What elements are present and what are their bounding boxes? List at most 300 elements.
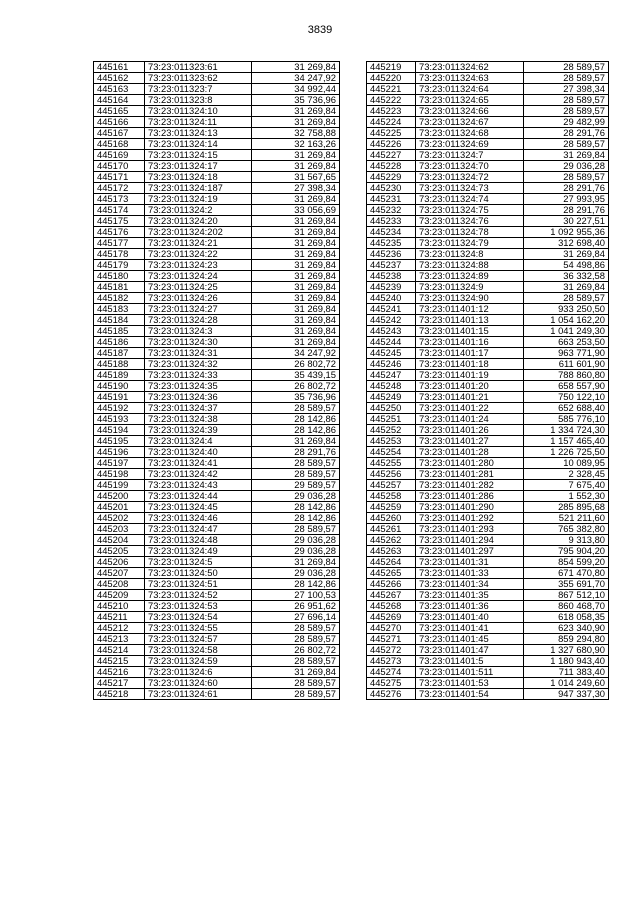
table-row [94,315,340,326]
cadastral-number-cell: 73:23:011324:63 [416,73,524,84]
row-number-cell: 445173 [94,194,145,205]
row-number-cell: 445236 [367,249,416,260]
row-number-cell: 445181 [94,282,145,293]
row-number-cell: 445258 [367,491,416,502]
table-row [367,260,609,271]
value-cell: 28 142,86 [252,414,340,425]
cadastral-number-cell: 73:23:011324:5 [145,557,252,568]
cadastral-number-cell: 73:23:011324:4 [145,436,252,447]
table-row [367,348,609,359]
row-number-cell: 445174 [94,205,145,216]
cadastral-number-cell: 73:23:011324:67 [416,117,524,128]
value-cell: 28 589,57 [252,634,340,645]
row-number-cell: 445268 [367,601,416,612]
cadastral-number-cell: 73:23:011324:53 [145,601,252,612]
cadastral-number-cell: 73:23:011401:18 [416,359,524,370]
table-row [367,425,609,436]
row-number-cell: 445249 [367,392,416,403]
value-cell: 31 269,84 [252,106,340,117]
value-cell: 1 327 680,90 [524,645,609,656]
row-number-cell: 445248 [367,381,416,392]
value-cell: 765 382,80 [524,524,609,535]
cadastral-number-cell: 73:23:011324:15 [145,150,252,161]
value-cell: 671 470,80 [524,568,609,579]
value-cell: 2 328,45 [524,469,609,480]
row-number-cell: 445177 [94,238,145,249]
table-row [367,546,609,557]
table-row [367,403,609,414]
table-row [94,403,340,414]
value-cell: 28 589,57 [252,469,340,480]
table-row [94,491,340,502]
cadastral-number-cell: 73:23:011324:30 [145,337,252,348]
table-row [94,381,340,392]
cadastral-number-cell: 73:23:011401:15 [416,326,524,337]
cadastral-number-cell: 73:23:011324:24 [145,271,252,282]
value-cell: 28 142,86 [252,502,340,513]
row-number-cell: 445244 [367,337,416,348]
table-row [94,150,340,161]
row-number-cell: 445219 [367,62,416,73]
cadastral-number-cell: 73:23:011324:37 [145,403,252,414]
table-row [367,491,609,502]
value-cell: 623 340,90 [524,623,609,634]
table-row [94,524,340,535]
table-row [367,359,609,370]
cadastral-number-cell: 73:23:011324:20 [145,216,252,227]
cadastral-number-cell: 73:23:011401:22 [416,403,524,414]
row-number-cell: 445221 [367,84,416,95]
table-row [94,293,340,304]
cadastral-number-cell: 73:23:011401:290 [416,502,524,513]
table-row [94,348,340,359]
row-number-cell: 445163 [94,84,145,95]
value-cell: 31 269,84 [252,557,340,568]
row-number-cell: 445231 [367,194,416,205]
value-cell: 867 512,10 [524,590,609,601]
row-number-cell: 445245 [367,348,416,359]
cadastral-number-cell: 73:23:011401:294 [416,535,524,546]
row-number-cell: 445226 [367,139,416,150]
table-row [367,172,609,183]
cadastral-number-cell: 73:23:011324:65 [416,95,524,106]
table-row [367,315,609,326]
cadastral-number-cell: 73:23:011401:19 [416,370,524,381]
row-number-cell: 445213 [94,634,145,645]
table-row [94,469,340,480]
cadastral-number-cell: 73:23:011324:39 [145,425,252,436]
value-cell: 31 269,84 [252,436,340,447]
table-row [94,601,340,612]
cadastral-number-cell: 73:23:011324:23 [145,260,252,271]
table-row [94,282,340,293]
row-number-cell: 445206 [94,557,145,568]
value-cell: 1 180 943,40 [524,656,609,667]
table-row [94,183,340,194]
value-cell: 27 398,34 [252,183,340,194]
value-cell: 29 036,28 [252,491,340,502]
row-number-cell: 445188 [94,359,145,370]
cadastral-number-cell: 73:23:011324:52 [145,590,252,601]
value-cell: 28 291,76 [252,447,340,458]
cadastral-number-cell: 73:23:011324:22 [145,249,252,260]
row-number-cell: 445161 [94,62,145,73]
row-number-cell: 445184 [94,315,145,326]
row-number-cell: 445214 [94,645,145,656]
cadastral-number-cell: 73:23:011324:51 [145,579,252,590]
value-cell: 7 675,40 [524,480,609,491]
table-row [367,535,609,546]
value-cell: 27 100,53 [252,590,340,601]
value-cell: 31 269,84 [252,271,340,282]
value-cell: 28 142,86 [252,513,340,524]
table-row [367,205,609,216]
row-number-cell: 445222 [367,95,416,106]
cadastral-number-cell: 73:23:011401:31 [416,557,524,568]
row-number-cell: 445260 [367,513,416,524]
cadastral-number-cell: 73:23:011401:281 [416,469,524,480]
cadastral-number-cell: 73:23:011401:33 [416,568,524,579]
table-row [94,271,340,282]
table-row [367,161,609,172]
value-cell: 28 142,86 [252,425,340,436]
cadastral-number-cell: 73:23:011324:69 [416,139,524,150]
table-row [94,95,340,106]
cadastral-number-cell: 73:23:011324:90 [416,293,524,304]
table-row [94,326,340,337]
row-number-cell: 445233 [367,216,416,227]
table-row [94,128,340,139]
row-number-cell: 445172 [94,183,145,194]
value-cell: 788 860,80 [524,370,609,381]
cadastral-number-cell: 73:23:011324:32 [145,359,252,370]
row-number-cell: 445246 [367,359,416,370]
cadastral-number-cell: 73:23:011324:74 [416,194,524,205]
value-cell: 31 269,84 [252,238,340,249]
row-number-cell: 445271 [367,634,416,645]
row-number-cell: 445254 [367,447,416,458]
cadastral-number-cell: 73:23:011401:28 [416,447,524,458]
table-row [367,524,609,535]
value-cell: 1 092 955,36 [524,227,609,238]
table-row [94,623,340,634]
cadastral-number-cell: 73:23:011324:21 [145,238,252,249]
row-number-cell: 445162 [94,73,145,84]
row-number-cell: 445183 [94,304,145,315]
table-row [367,150,609,161]
value-cell: 33 056,69 [252,205,340,216]
table-row [94,337,340,348]
table-row [94,216,340,227]
table-row [367,612,609,623]
value-cell: 521 211,60 [524,513,609,524]
row-number-cell: 445267 [367,590,416,601]
row-number-cell: 445200 [94,491,145,502]
cadastral-number-cell: 73:23:011323:61 [145,62,252,73]
row-number-cell: 445178 [94,249,145,260]
table-row [367,183,609,194]
row-number-cell: 445182 [94,293,145,304]
row-number-cell: 445197 [94,458,145,469]
value-cell: 35 736,96 [252,95,340,106]
value-cell: 31 269,84 [252,117,340,128]
cadastral-number-cell: 73:23:011324:11 [145,117,252,128]
row-number-cell: 445194 [94,425,145,436]
value-cell: 618 058,35 [524,612,609,623]
row-number-cell: 445170 [94,161,145,172]
value-cell: 28 291,76 [524,205,609,216]
value-cell: 31 269,84 [252,161,340,172]
left-register-table [93,61,340,700]
cadastral-number-cell: 73:23:011324:79 [416,238,524,249]
right-register-table [366,61,609,700]
table-row [94,106,340,117]
table-row [367,480,609,491]
table-row [94,84,340,95]
table-row [367,634,609,645]
cadastral-number-cell: 73:23:011401:12 [416,304,524,315]
value-cell: 611 601,90 [524,359,609,370]
cadastral-number-cell: 73:23:011324:42 [145,469,252,480]
cadastral-number-cell: 73:23:011324:8 [416,249,524,260]
table-row [94,139,340,150]
cadastral-number-cell: 73:23:011324:75 [416,205,524,216]
value-cell: 1 334 724,30 [524,425,609,436]
cadastral-number-cell: 73:23:011324:62 [416,62,524,73]
table-row [367,106,609,117]
value-cell: 26 802,72 [252,381,340,392]
table-row [367,139,609,150]
value-cell: 28 291,76 [524,128,609,139]
cadastral-number-cell: 73:23:011401:16 [416,337,524,348]
cadastral-number-cell: 73:23:011401:45 [416,634,524,645]
value-cell: 28 589,57 [252,689,340,700]
row-number-cell: 445255 [367,458,416,469]
value-cell: 27 398,34 [524,84,609,95]
cadastral-number-cell: 73:23:011324:89 [416,271,524,282]
row-number-cell: 445247 [367,370,416,381]
value-cell: 933 250,50 [524,304,609,315]
value-cell: 28 291,76 [524,183,609,194]
value-cell: 36 332,58 [524,271,609,282]
row-number-cell: 445215 [94,656,145,667]
row-number-cell: 445212 [94,623,145,634]
table-row [367,117,609,128]
cadastral-number-cell: 73:23:011401:20 [416,381,524,392]
cadastral-number-cell: 73:23:011324:33 [145,370,252,381]
table-row [367,645,609,656]
cadastral-number-cell: 73:23:011401:34 [416,579,524,590]
value-cell: 312 698,40 [524,238,609,249]
cadastral-number-cell: 73:23:011324:31 [145,348,252,359]
value-cell: 27 696,14 [252,612,340,623]
cadastral-number-cell: 73:23:011324:2 [145,205,252,216]
row-number-cell: 445205 [94,546,145,557]
row-number-cell: 445256 [367,469,416,480]
table-row [367,84,609,95]
cadastral-number-cell: 73:23:011401:26 [416,425,524,436]
cadastral-number-cell: 73:23:011324:10 [145,106,252,117]
table-row [94,634,340,645]
row-number-cell: 445192 [94,403,145,414]
table-row [94,304,340,315]
value-cell: 860 468,70 [524,601,609,612]
table-row [94,62,340,73]
value-cell: 28 589,57 [252,623,340,634]
cadastral-number-cell: 73:23:011324:13 [145,128,252,139]
table-row [94,689,340,700]
value-cell: 29 036,28 [252,546,340,557]
value-cell: 32 163,26 [252,139,340,150]
cadastral-number-cell: 73:23:011324:6 [145,667,252,678]
row-number-cell: 445261 [367,524,416,535]
table-row [94,260,340,271]
cadastral-number-cell: 73:23:011401:54 [416,689,524,700]
table-row [94,194,340,205]
table-row [94,117,340,128]
row-number-cell: 445223 [367,106,416,117]
table-row [94,590,340,601]
cadastral-number-cell: 73:23:011324:44 [145,491,252,502]
row-number-cell: 445259 [367,502,416,513]
row-number-cell: 445208 [94,579,145,590]
value-cell: 31 269,84 [252,326,340,337]
cadastral-number-cell: 73:23:011401:5 [416,656,524,667]
row-number-cell: 445164 [94,95,145,106]
value-cell: 28 589,57 [252,656,340,667]
value-cell: 28 589,57 [524,95,609,106]
table-row [94,205,340,216]
row-number-cell: 445220 [367,73,416,84]
value-cell: 29 589,57 [252,480,340,491]
table-row [94,678,340,689]
value-cell: 28 589,57 [524,73,609,84]
table-row [367,579,609,590]
value-cell: 31 269,84 [524,282,609,293]
row-number-cell: 445272 [367,645,416,656]
row-number-cell: 445195 [94,436,145,447]
table-row [94,557,340,568]
value-cell: 355 691,70 [524,579,609,590]
row-number-cell: 445209 [94,590,145,601]
cadastral-number-cell: 73:23:011324:45 [145,502,252,513]
table-row [367,458,609,469]
cadastral-number-cell: 73:23:011324:19 [145,194,252,205]
value-cell: 34 992,44 [252,84,340,95]
row-number-cell: 445168 [94,139,145,150]
row-number-cell: 445198 [94,469,145,480]
table-row [94,480,340,491]
row-number-cell: 445180 [94,271,145,282]
row-number-cell: 445191 [94,392,145,403]
value-cell: 652 688,40 [524,403,609,414]
cadastral-number-cell: 73:23:011324:36 [145,392,252,403]
cadastral-number-cell: 73:23:011401:280 [416,458,524,469]
table-row [94,392,340,403]
value-cell: 285 895,68 [524,502,609,513]
value-cell: 31 269,84 [524,249,609,260]
row-number-cell: 445270 [367,623,416,634]
row-number-cell: 445250 [367,403,416,414]
table-row [94,568,340,579]
row-number-cell: 445263 [367,546,416,557]
row-number-cell: 445171 [94,172,145,183]
table-row [367,568,609,579]
cadastral-number-cell: 73:23:011324:38 [145,414,252,425]
cadastral-number-cell: 73:23:011324:187 [145,183,252,194]
table-row [367,62,609,73]
value-cell: 1 552,30 [524,491,609,502]
table-row [367,249,609,260]
table-row [367,392,609,403]
row-number-cell: 445186 [94,337,145,348]
cadastral-number-cell: 73:23:011401:53 [416,678,524,689]
cadastral-number-cell: 73:23:011324:57 [145,634,252,645]
table-row [367,271,609,282]
cadastral-number-cell: 73:23:011324:7 [416,150,524,161]
value-cell: 1 226 725,50 [524,447,609,458]
value-cell: 26 802,72 [252,359,340,370]
row-number-cell: 445234 [367,227,416,238]
value-cell: 29 036,28 [252,535,340,546]
table-row [367,73,609,84]
cadastral-number-cell: 73:23:011324:3 [145,326,252,337]
row-number-cell: 445187 [94,348,145,359]
row-number-cell: 445243 [367,326,416,337]
table-row [367,216,609,227]
value-cell: 28 589,57 [252,458,340,469]
row-number-cell: 445224 [367,117,416,128]
cadastral-number-cell: 73:23:011401:41 [416,623,524,634]
cadastral-number-cell: 73:23:011324:72 [416,172,524,183]
table-row [367,447,609,458]
row-number-cell: 445211 [94,612,145,623]
row-number-cell: 445262 [367,535,416,546]
value-cell: 31 269,84 [252,304,340,315]
row-number-cell: 445228 [367,161,416,172]
cadastral-number-cell: 73:23:011324:26 [145,293,252,304]
table-row [94,436,340,447]
value-cell: 34 247,92 [252,348,340,359]
row-number-cell: 445176 [94,227,145,238]
value-cell: 30 227,51 [524,216,609,227]
value-cell: 35 736,96 [252,392,340,403]
left-table-body [94,62,340,700]
row-number-cell: 445235 [367,238,416,249]
table-row [94,645,340,656]
value-cell: 28 589,57 [524,172,609,183]
table-row [94,579,340,590]
row-number-cell: 445167 [94,128,145,139]
table-row [367,656,609,667]
row-number-cell: 445169 [94,150,145,161]
value-cell: 31 269,84 [252,293,340,304]
value-cell: 963 771,90 [524,348,609,359]
table-row [367,601,609,612]
value-cell: 859 294,80 [524,634,609,645]
value-cell: 795 904,20 [524,546,609,557]
table-row [367,227,609,238]
table-row [94,656,340,667]
table-row [367,95,609,106]
row-number-cell: 445253 [367,436,416,447]
right-table-body [367,62,609,700]
table-row [367,238,609,249]
cadastral-number-cell: 73:23:011324:40 [145,447,252,458]
cadastral-number-cell: 73:23:011323:62 [145,73,252,84]
table-row [94,161,340,172]
row-number-cell: 445264 [367,557,416,568]
